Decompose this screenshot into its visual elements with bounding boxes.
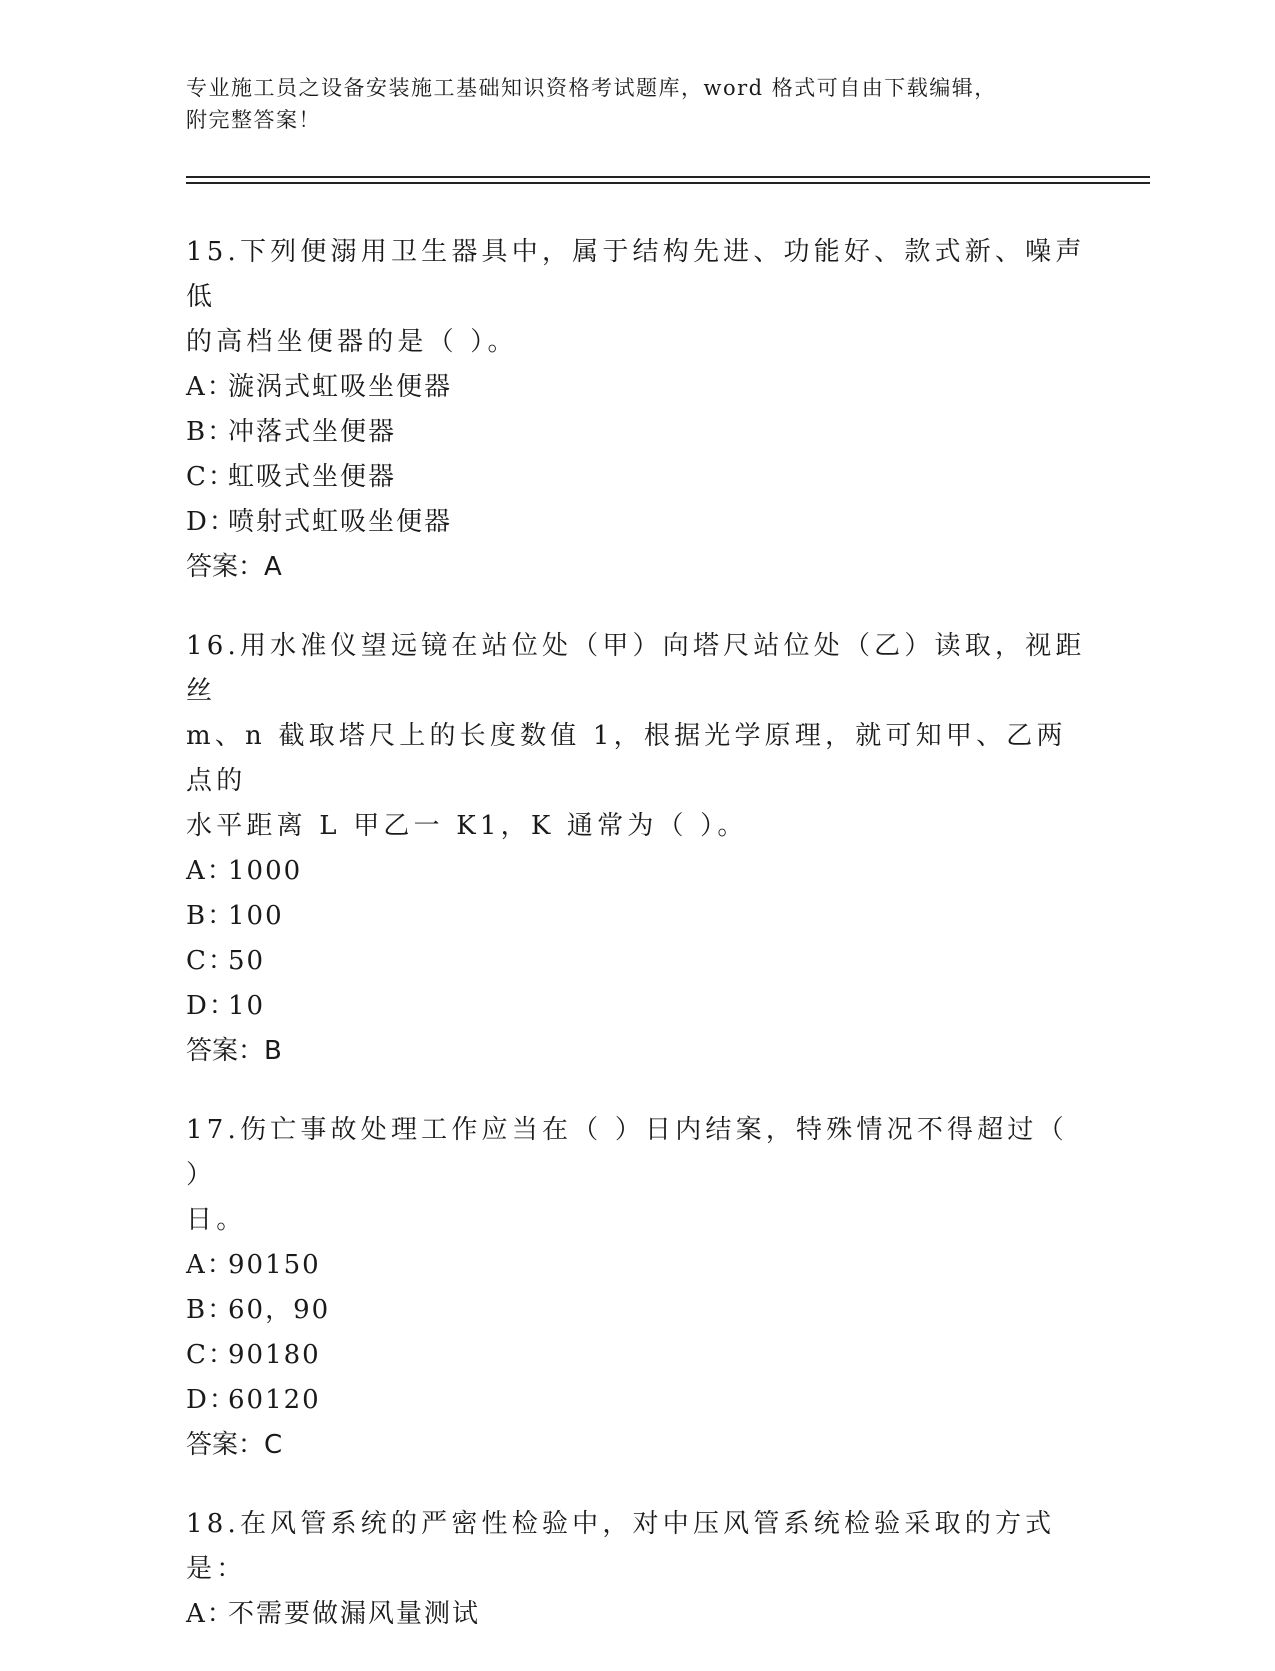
option-letter: D：: [186, 1385, 237, 1415]
option-letter: A：: [186, 1599, 235, 1629]
question-text-line: 日。: [186, 1205, 247, 1235]
question-text-line: 16.用水准仪望远镜在站位处（甲）向塔尺站位处（乙）读取，视距丝: [186, 631, 1086, 706]
option-text: 90180: [228, 1340, 321, 1370]
question-text-line: 15.下列便溺用卫生器具中，属于结构先进、功能好、款式新、噪声低: [186, 237, 1086, 312]
option-text: 1000: [228, 856, 303, 886]
option-text: 冲落式坐便器: [228, 417, 397, 447]
question-text-line: m、n 截取塔尺上的长度数值 1，根据光学原理，就可知甲、乙两点的: [186, 721, 1067, 796]
option-letter: C：: [186, 462, 236, 492]
option-letter: B：: [186, 417, 236, 447]
question-list: [186, 230, 1086, 1671]
option-text: 漩涡式虹吸坐便器: [228, 372, 453, 402]
option-b: [186, 410, 1086, 455]
option-letter: C：: [186, 946, 236, 976]
document-header: [186, 72, 1066, 136]
question-text-line: 17.伤亡事故处理工作应当在（ ）日内结案，特殊情况不得超过（ ）: [186, 1115, 1068, 1190]
option-text: 60，90: [228, 1295, 331, 1325]
option-a: [186, 1592, 1086, 1637]
option-letter: C：: [186, 1340, 236, 1370]
option-a: [186, 849, 1086, 894]
option-letter: B：: [186, 1295, 236, 1325]
option-b: [186, 1288, 1086, 1333]
question-15: [186, 230, 1086, 590]
option-text: 不需要做漏风量测试: [228, 1599, 481, 1629]
option-text: 喷射式虹吸坐便器: [228, 507, 453, 537]
question-18: [186, 1502, 1086, 1637]
option-letter: A：: [186, 372, 235, 402]
answer-label: 答案：C: [186, 1430, 283, 1460]
question-text-line: 水平距离 L 甲乙一 K1，K 通常为（ ）。: [186, 811, 748, 841]
header-line-2: 附完整答案！: [186, 108, 321, 132]
option-text: 100: [228, 901, 284, 931]
option-b: [186, 894, 1086, 939]
option-text: 10: [228, 991, 266, 1021]
option-letter: D：: [186, 507, 237, 537]
option-d: [186, 1378, 1086, 1423]
option-text: 50: [228, 946, 266, 976]
option-a: [186, 365, 1086, 410]
question-16: [186, 624, 1086, 1074]
option-text: 虹吸式坐便器: [228, 462, 397, 492]
option-letter: A：: [186, 856, 235, 886]
question-text-line: 18.在风管系统的严密性检验中，对中压风管系统检验采取的方式是：: [186, 1509, 1056, 1584]
question-17: [186, 1108, 1086, 1468]
option-letter: D：: [186, 991, 237, 1021]
option-c: [186, 939, 1086, 984]
option-d: [186, 984, 1086, 1029]
option-c: [186, 455, 1086, 500]
header-line-1: 专业施工员之设备安装施工基础知识资格考试题库，word 格式可自由下载编辑，: [186, 76, 997, 100]
option-letter: B：: [186, 901, 236, 931]
option-d: [186, 500, 1086, 545]
answer-label: 答案：B: [186, 1036, 282, 1066]
answer-label: 答案：A: [186, 552, 282, 582]
question-text-line: 的高档坐便器的是（ ）。: [186, 327, 518, 357]
header-divider-top: [186, 176, 1150, 178]
option-text: 60120: [228, 1385, 321, 1415]
option-c: [186, 1333, 1086, 1378]
option-a: [186, 1243, 1086, 1288]
option-text: 90150: [228, 1250, 321, 1280]
option-letter: A：: [186, 1250, 235, 1280]
header-divider-bottom: [186, 182, 1150, 184]
